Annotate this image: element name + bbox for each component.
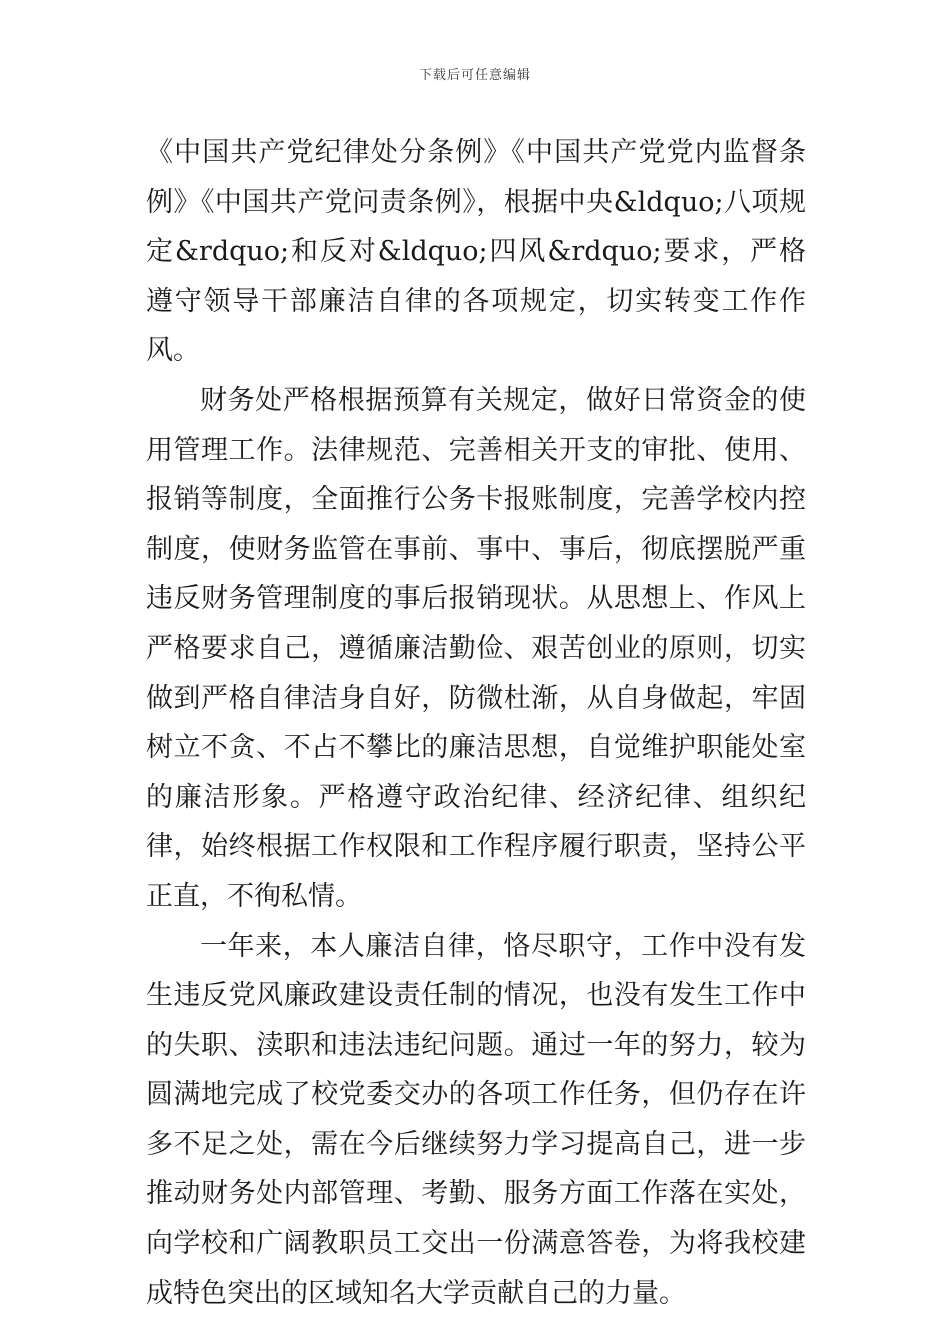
document-body xyxy=(146,128,806,1318)
paragraph-2: 财务处严格根据预算有关规定，做好日常资金的使用管理工作。法律规范、完善相关开支的审批、使用、报销等制度，全面推行公务卡报账制度，完善学校内控制度，使财务监管在事前、事中、事后，彻底摆脱严重违反财务管理制度的事后报销现状。从思想上、作风上严格要求自己，遵循廉洁勤俭、艰苦创业的原则，切实做到严格自律洁身自好，防微杜渐，从自身做起，牢固树立不贪、不占不攀比的廉洁思想，自觉维护职能处室的廉洁形象。严格遵守政治纪律、经济纪律、组织纪律，始终根据工作权限和工作程序履行职责，坚持公平正直，不徇私情。 xyxy=(146,384,806,912)
page-header: 下载后可任意编辑 xyxy=(418,68,531,83)
paragraph-1: 《中国共产党纪律处分条例》《中国共产党党内监督条例》《中国共产党问责条例》，根据中央&ldquo;八项规定&rdquo;和反对&ldquo;四风&rdquo;要求，严格遵守领导干部廉洁自律的各项规定，切实转变工作作风。 xyxy=(146,137,806,367)
paragraph-3: 一年来，本人廉洁自律，恪尽职守，工作中没有发生违反党风廉政建设责任制的情况，也没有发生工作中的失职、渎职和违法违纪问题。通过一年的努力，较为圆满地完成了校党委交办的各项工作任务，但仍存在许多不足之处，需在今后继续努力学习提高自己，进一步推动财务处内部管理、考勤、服务方面工作落在实处，向学校和广阔教职员工交出一份满意答卷，为将我校建成特色突出的区域知名大学贡献自己的力量。 xyxy=(146,930,806,1309)
